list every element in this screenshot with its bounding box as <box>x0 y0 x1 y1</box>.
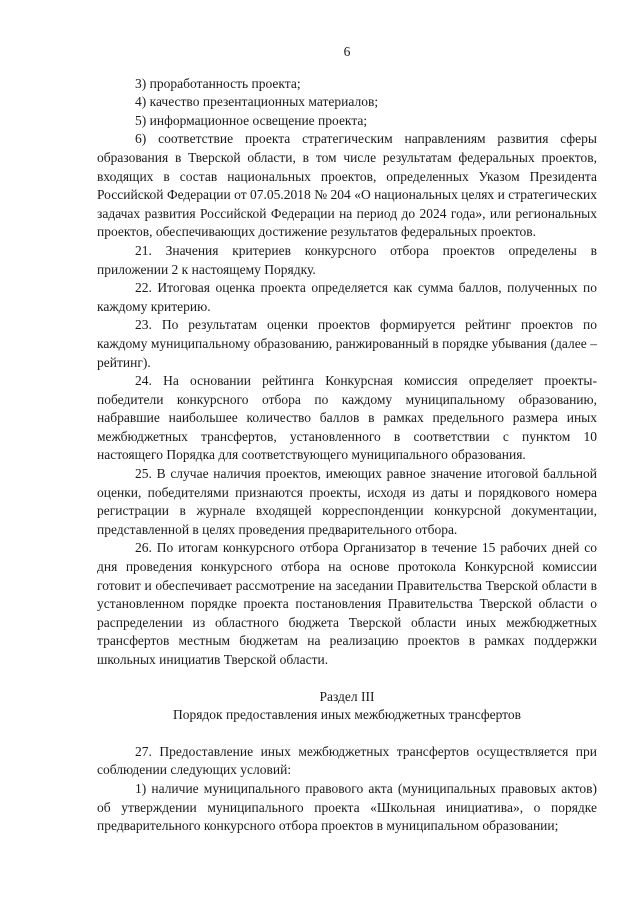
clause-24: 24. На основании рейтинга Конкурсная комиссия определяет проекты-победители конкурсного отбора по каждому муниципальному образованию, набравшие наибольшее количество баллов в рамках предельного размера иных межбюджетных трансфертов, установленного в соответствии с пунктом 10 настоящего Порядка для соответствующего муниципального образования. <box>97 373 597 463</box>
clause-22: 22. Итоговая оценка проекта определяется как сумма баллов, полученных по каждому критерию. <box>97 280 597 314</box>
section-spacer <box>97 670 597 688</box>
page-number: 6 <box>343 44 351 59</box>
document-page <box>97 43 597 836</box>
clause-26: 26. По итогам конкурсного отбора Организатор в течение 15 рабочих дней со дня проведения конкурсного отбора на основе протокола Конкурсной комиссии готовит и обеспечивает рассмотрение на заседании Правительства Тверской области в установленном порядке проекта постановления Правительства Тверской области о распределении из областного бюджета Тверской области иных межбюджетных трансфертов местным бюджетам на реализацию проектов в рамках поддержки школьных инициатив Тверской области. <box>97 540 597 667</box>
list-item: 6) соответствие проекта стратегическим направлениям развития сферы образования в Тверской области, в том числе результатам федеральных проектов, входящих в состав национальных проектов, определенных Указом Президента Российской Федерации от 07.05.2018 № 204 «О национальных целях и стратегических задачах развития Российской Федерации на период до 2024 года», или региональных проектов, обеспечивающих достижение результатов федеральных проектов. <box>97 131 597 240</box>
list-item: 5) информационное освещение проекта; <box>135 112 368 128</box>
clause-21: 21. Значения критериев конкурсного отбора проектов определены в приложении 2 к настоящему Порядку. <box>97 242 597 277</box>
section-spacer <box>97 725 597 743</box>
clause-25: 25. В случае наличия проектов, имеющих равное значение итоговой балльной оценки, победителями признаются проекты, исходя из даты и порядкового номера регистрации в журнале входящей корреспонденции конкурсной документации, представленной в целях проведения предварительного отбора. <box>97 466 597 537</box>
list-item: 3) проработанность проекта; <box>135 75 301 91</box>
clause-23: 23. По результатам оценки проектов формируется рейтинг проектов по каждому муниципальному образованию, ранжированный в порядке убывания (далее – рейтинг). <box>97 317 597 370</box>
list-item: 4) качество презентационных материалов; <box>135 94 379 110</box>
list-item: 1) наличие муниципального правового акта (муниципальных правовых актов) об утверждении муниципального проекта «Школьная инициатива», о порядке предварительного конкурсного отбора проектов в муниципальном образовании; <box>97 780 597 834</box>
section-heading: Раздел III <box>319 688 375 704</box>
clause-27: 27. Предоставление иных межбюджетных трансфертов осуществляется при соблюдении следующих условий: <box>97 743 597 778</box>
section-title: Порядок предоставления иных межбюджетных трансфертов <box>172 707 522 723</box>
